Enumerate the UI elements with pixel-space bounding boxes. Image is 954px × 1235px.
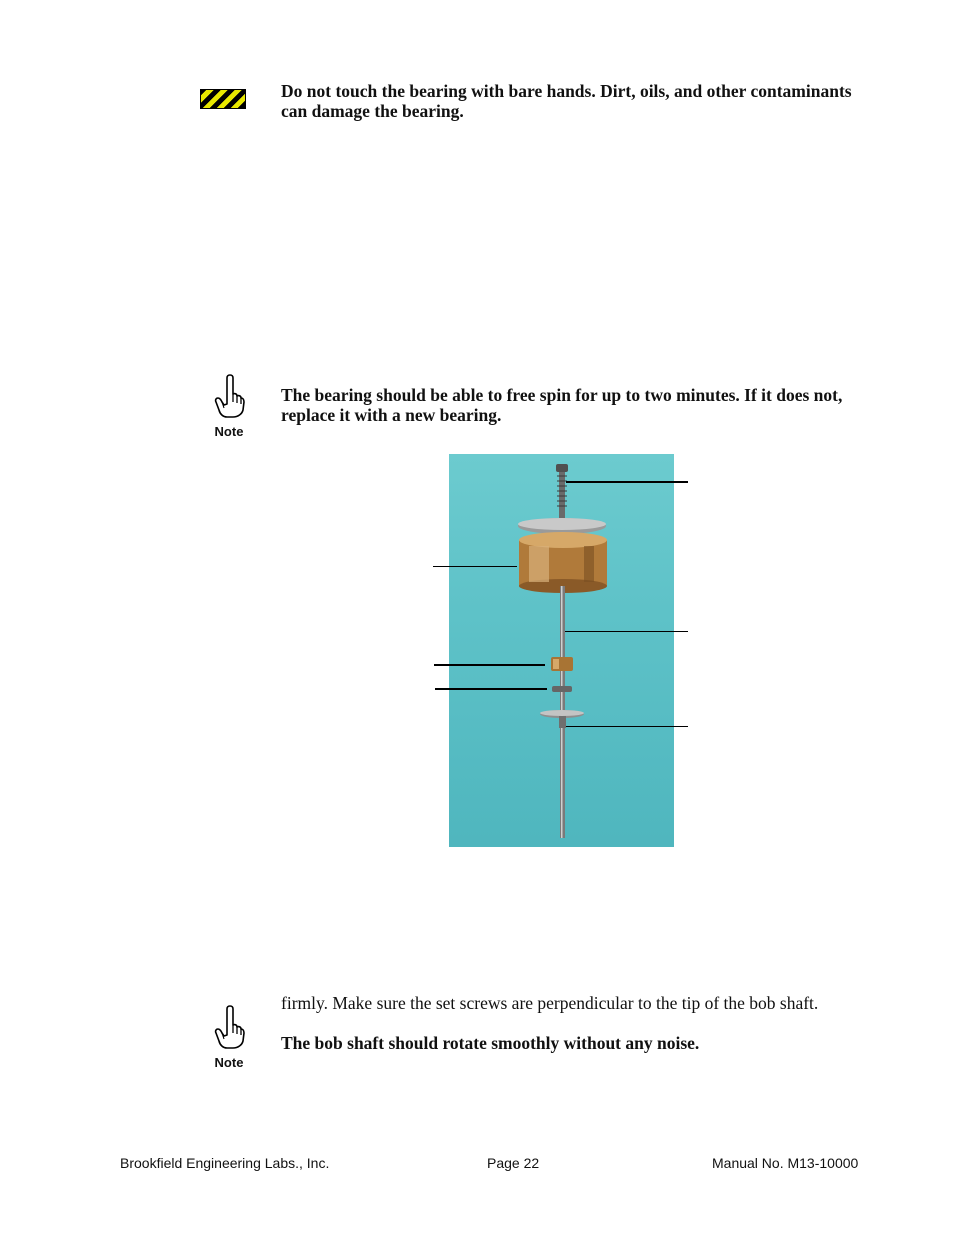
footer-page-number: Page 22 bbox=[487, 1155, 540, 1171]
note-icon bbox=[207, 1003, 251, 1073]
callout-line-washer bbox=[435, 688, 547, 690]
note-icon bbox=[207, 372, 251, 442]
footer-company: Brookfield Engineering Labs., Inc. bbox=[120, 1155, 330, 1171]
pointing-finger-icon bbox=[207, 1003, 251, 1051]
note-text: The bearing should be able to free spin for up to two minutes. If it does not, replace it with a new bearing. bbox=[281, 385, 843, 425]
callout-line-collar bbox=[434, 664, 545, 666]
caution-text: Do not touch the bearing with bare hands. Dirt, oils, and other contaminants can damage the bearing. bbox=[281, 81, 852, 121]
caution-stripe-icon bbox=[200, 89, 246, 109]
callout-line-disc bbox=[566, 726, 688, 727]
note-label: Note bbox=[214, 1055, 244, 1070]
bob-shaft-assembly-photo bbox=[449, 454, 674, 847]
callout-line-threaded-shaft bbox=[566, 481, 688, 483]
note-text: The bob shaft should rotate smoothly without any noise. bbox=[281, 1033, 700, 1053]
callout-line-bob-shaft bbox=[565, 631, 688, 632]
pointing-finger-icon bbox=[207, 372, 251, 420]
note-label: Note bbox=[214, 424, 244, 439]
callout-line-bearing-housing bbox=[433, 566, 517, 567]
footer-manual-number: Manual No. M13-10000 bbox=[712, 1155, 859, 1171]
body-paragraph: firmly. Make sure the set screws are perpendicular to the tip of the bob shaft. bbox=[281, 993, 819, 1013]
